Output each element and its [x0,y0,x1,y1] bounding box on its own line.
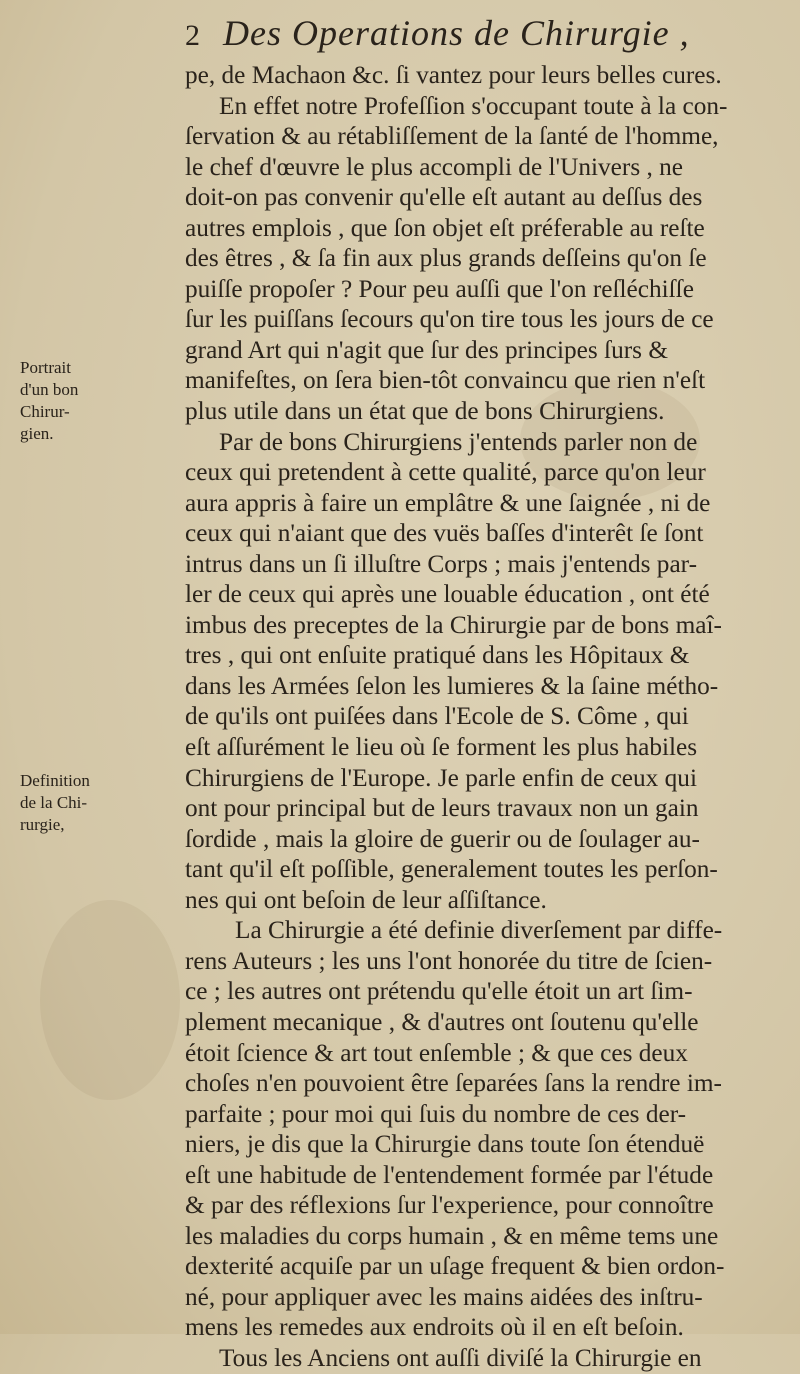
text-line: puiſſe propoſer ? Pour peu auſſi que l'on reſléchiſſe [185,274,694,303]
text-line: de qu'ils ont puiſées dans l'Ecole de S. Côme , qui [185,702,689,731]
margin-note-line: Chirur- [20,402,70,421]
margin-note-line: Definition [20,771,90,790]
text-line: ler de ceux qui après une louable éducation , ont été [185,580,710,609]
margin-note-line: gien. [20,424,54,443]
text-line: aura appris à faire un emplâtre & une ſaignée , ni de [185,488,711,517]
text-line: Chirurgiens de l'Europe. Je parle enfin de ceux qui [185,763,697,792]
text-line: Par de bons Chirurgiens j'entends parler non de [219,427,698,456]
paper-stain [40,900,180,1100]
text-line: ſur les puiſſans ſecours qu'on tire tous les jours de ce [185,305,714,334]
text-line: eſt une habitude de l'entendement formée par l'étude [185,1160,714,1189]
text-line: ceux qui n'aiant que des vuës baſſes d'interêt ſe ſont [185,519,704,548]
text-line: tres , qui ont enſuite pratiqué dans les Hôpitaux & [185,641,690,670]
text-line: tant qu'il eſt poſſible, generalement toutes les perſon- [185,855,718,884]
text-line: le chef d'œuvre le plus accompli de l'Univers , ne [185,152,684,181]
text-line: ceux qui pretendent à cette qualité, parce qu'on leur [185,458,706,487]
text-line: parfaite ; pour moi qui ſuis du nombre de ces der- [185,1099,687,1128]
text-line: étoit ſcience & art tout enſemble ; & que ces deux [185,1038,688,1067]
text-line: intrus dans un ſi illuſtre Corps ; mais j'entends par- [185,549,698,578]
text-line: dans les Armées ſelon les lumieres & la ſaine métho- [185,671,719,700]
text-line: rens Auteurs ; les uns l'ont honorée du titre de ſcien- [185,946,713,975]
text-line: ont pour principal but de leurs travaux non un gain [185,794,699,823]
margin-note-line: d'un bon [20,380,79,399]
text-line: manifeſtes, on ſera bien-tôt convaincu que rien n'eſt [185,366,706,395]
text-line: les maladies du corps humain , & en même tems une [185,1221,719,1250]
text-line: Tous les Anciens ont auſſi diviſé la Chirurgie en [219,1343,702,1372]
text-line: ſervation & au rétabliſſement de la ſanté de l'homme, [185,122,719,151]
text-line: & par des réflexions ſur l'experience, pour connoître [185,1191,714,1220]
text-line: dexterité acquiſe par un uſage frequent & bien ordon- [185,1252,725,1281]
text-line: mens les remedes aux endroits où il en eſt beſoin. [185,1313,684,1342]
text-line: eſt aſſurément le lieu où ſe forment les plus habiles [185,733,698,762]
text-line: ſordide , mais la gloire de guerir ou de ſoulager au- [185,824,700,853]
running-title: Des Operations de Chirurgie , [223,13,690,53]
text-line: En effet notre Profeſſion s'occupant toute à la con- [219,91,728,120]
text-line: choſes n'en pouvoient être ſeparées ſans la rendre im- [185,1069,722,1098]
text-line: La Chirurgie a été definie diverſement par diffe- [235,916,723,945]
text-line: plement mecanique , & d'autres ont ſoutenu qu'elle [185,1007,699,1036]
text-line: imbus des preceptes de la Chirurgie par de bons maî- [185,610,722,639]
text-line: des êtres , & ſa fin aux plus grands deſſeins qu'on ſe [185,244,707,273]
text-line: doit-on pas convenir qu'elle eſt autant au deſſus des [185,183,703,212]
margin-note-line: de la Chi- [20,793,88,812]
text-line: niers, je dis que la Chirurgie dans toute ſon étenduë [185,1130,705,1159]
margin-note-portrait [20,357,130,445]
text-line: autres emplois , que ſon objet eſt préferable au reſte [185,213,705,242]
text-line: grand Art qui n'agit que ſur des principes ſurs & [185,335,668,364]
text-line: ce ; les autres ont prétendu qu'elle étoit un art ſim- [185,977,693,1006]
body-text [185,60,785,1374]
text-line: plus utile dans un état que de bons Chirurgiens. [185,397,665,426]
text-line: pe, de Machaon &c. ſi vantez pour leurs belles cures. [185,61,722,89]
text-line: nes qui ont beſoin de leur aſſiſtance. [185,885,547,914]
page-number: 2 [185,19,201,52]
text-line: né, pour appliquer avec les mains aidées des inſtru- [185,1282,703,1311]
margin-note-line: rurgie, [20,815,65,834]
margin-note-line: Portrait [20,358,71,377]
margin-note-definition [20,770,130,836]
